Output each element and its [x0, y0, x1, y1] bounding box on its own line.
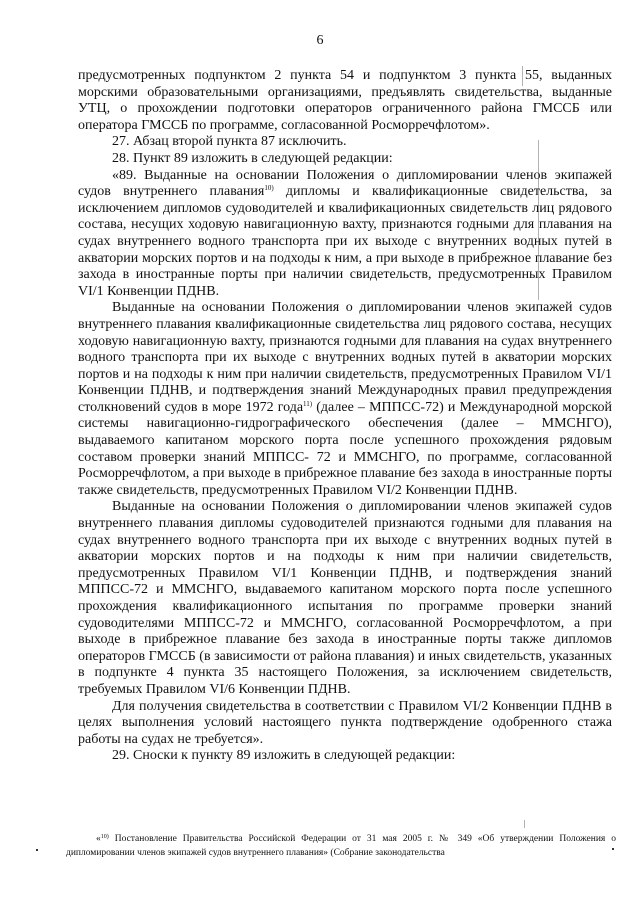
- paragraph-ratings-certificates: Выданные на основании Положения о дипломировании членов экипажей судов внутреннего плавания квалификационные свидетельства лиц рядового состава, несущих ходовую навигационную вахту, признаются годными для плавания на судах внутреннего водного транспорта при их выходе с внутренних водных путей в акватории морских портов и на подходы к ним при наличии свидетельств, предусмотренных Правилом VI/1 Конвенции ПДНВ, и подтверждения знаний Международных правил предупреждения столкновений судов в море 1972 года$^{11)}$ (далее – МППСС-72) и Международной морской системы навигационно-гидрографического обеспечения (далее – ММСНГО), выдаваемого капитаном морского порта после успешного прохождения рядовым составом проверки знаний МППСС- 72 и ММСНГО, по программе, согласованной Росморречфлотом, а при выходе в прибрежное плавание без захода в иностранные порты также свидетельств, предусмотренных Правилом VI/2 Конвенции ПДНВ.: [78, 300, 612, 498]
- paragraph-navigator-diplomas: Выданные на основании Положения о дипломировании членов экипажей судов внутреннего плавания дипломы судоводителей признаются годными для плавания на судах внутреннего водного транспорта при их выходе с внутренних водных путей в акватории морских портов и на подходы к ним при наличии свидетельств, предусмотренных Правилом VI/1 Конвенции ПДНВ, и подтверждения знаний МППСС-72 и ММСНГО, выдаваемого капитаном морского порта после успешного прохождения квалификационного испытания по программе проверки знаний судоводителями МППСС-72 и ММСНГО, согласованной Росморречфлотом, а при выходе в прибрежное плавание без захода в иностранные порты также дипломов операторов ГМССБ (в зависимости от района плавания) и иных свидетельств, указанных в подпункте 4 пункта 35 настоящего Положения, за исключением свидетельств, требуемых Правилом VI/6 Конвенции ПДНВ.: [78, 499, 612, 697]
- paragraph-item-29: 29. Сноски к пункту 89 изложить в следующей редакции:: [112, 748, 456, 764]
- paragraph-item-27: 27. Абзац второй пункта 87 исключить.: [112, 134, 347, 150]
- paragraph-continuation: предусмотренных подпунктом 2 пункта 54 и подпунктом 3 пункта 55, выданных морскими образовательными организациями, предъявлять свидетельства, выданные УТЦ, о прохождении подготовки операторов ограниченного района ГМССБ или оператора ГМССБ по программе, согласованной Росморречфлотом».: [78, 68, 612, 133]
- scan-artifact-line: [522, 66, 523, 86]
- paragraph-item-28: 28. Пункт 89 изложить в следующей редакции:: [112, 150, 393, 166]
- footnote-ref-10: 10): [264, 184, 274, 193]
- footnote-10: «$^{10)}$ Постановление Правительства Российской Федерации от 31 мая 2005 г. № 349 «Об утверждении Положения о дипломировании членов экипажей судов внутреннего плавания» (Собрание законодательства: [66, 834, 616, 858]
- scan-artifact-line: [538, 140, 539, 300]
- paragraph-item-89: «89. Выданные на основании Положения о дипломировании членов экипажей судов внутреннего плавания$^{10)}$ дипломы и квалификационные свидетельства, за исключением дипломов судоводителей и квалификационных свидетельств лиц рядового состава, несущих ходовую навигационную вахту, признаются годными для плавания на судах внутреннего водного транспорта при их выходе с внутренних водных путей в акватории морских портов и на подходы к ним, а при выходе в прибрежное плавание без захода в иностранные порты при наличии свидетельств, предусмотренных Правилом VI/1 Конвенции ПДНВ.: [78, 167, 612, 299]
- scan-artifact-dot: [612, 848, 614, 850]
- body-text: [78, 68, 612, 765]
- footnote-ref-11: 11): [303, 399, 313, 408]
- scan-artifact-dot: [36, 849, 38, 851]
- page-number: 6: [316, 33, 324, 48]
- scan-artifact-line: [524, 820, 525, 828]
- paragraph-certificate-rule-vi2: Для получения свидетельства в соответствии с Правилом VI/2 Конвенции ПДНВ в целях выполнения условий настоящего пункта подтверждение одобренного стажа работы на судах не требуется».: [78, 698, 612, 747]
